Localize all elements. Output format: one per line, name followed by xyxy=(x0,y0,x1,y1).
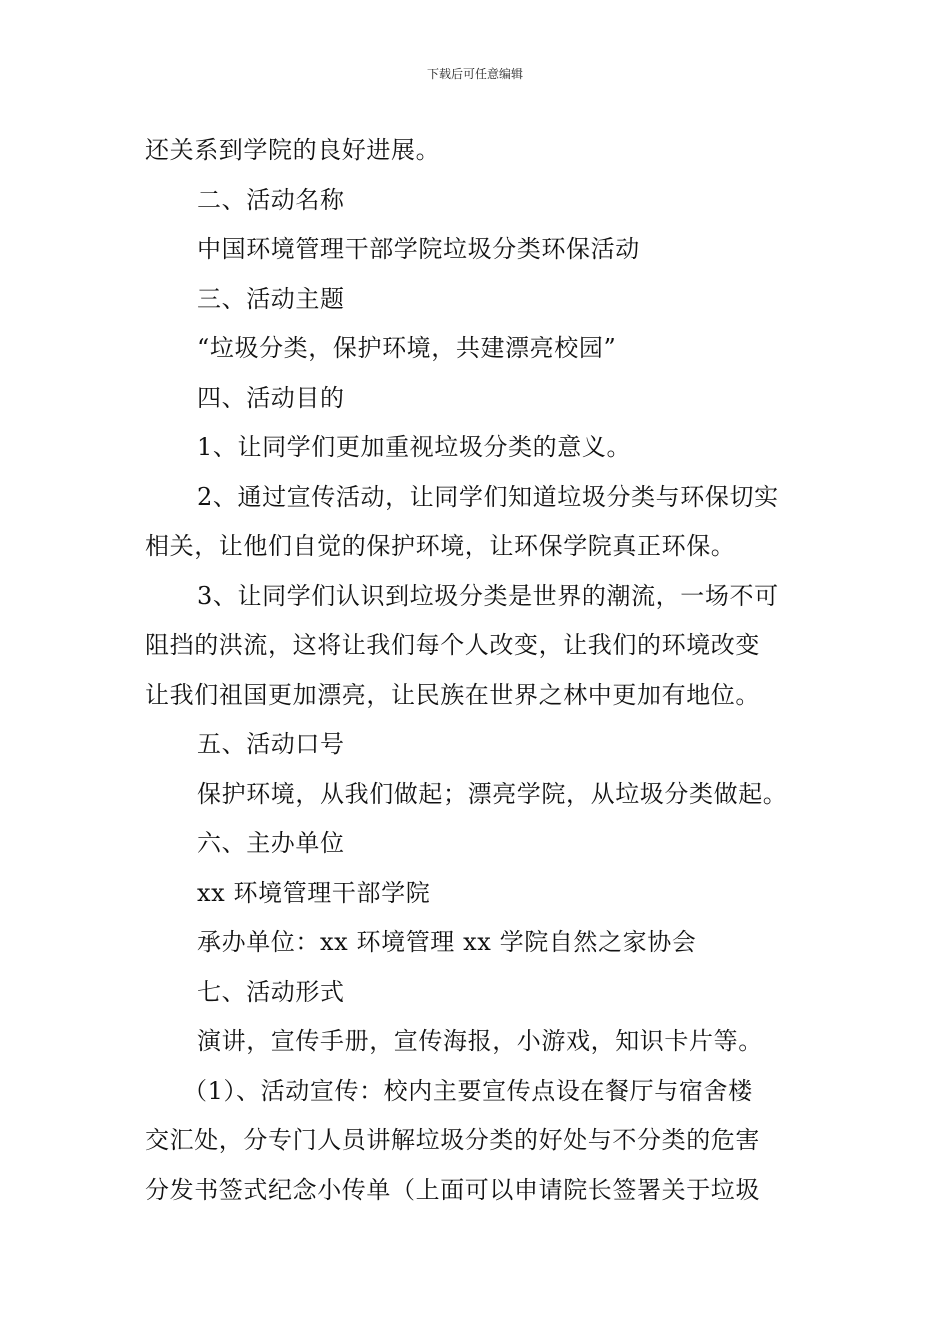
body-line: 演讲，宣传手册，宣传海报，小游戏，知识卡片等。 xyxy=(197,1027,763,1055)
body-line: 让我们祖国更加漂亮，让民族在世界之林中更加有地位。 xyxy=(145,680,760,709)
body-line: 分发书签式纪念小传单（上面可以申请院长签署关于垃圾 xyxy=(145,1175,760,1204)
body-line: 交汇处，分专门人员讲解垃圾分类的好处与不分类的危害 xyxy=(145,1126,760,1154)
section-heading: 三、活动主题 xyxy=(197,284,345,313)
body-line: 保护环境，从我们做起；漂亮学院，从垃圾分类做起。 xyxy=(197,779,788,808)
body-line: 中国环境管理干部学院垃圾分类环保活动 xyxy=(197,235,640,263)
body-line: 还关系到学院的良好进展。 xyxy=(145,136,441,164)
section-heading: 五、活动口号 xyxy=(197,730,345,758)
body-line: 承办单位：xx 环境管理 xx 学院自然之家协会 xyxy=(197,928,697,956)
section-heading: 七、活动形式 xyxy=(197,977,345,1006)
section-heading: 二、活动名称 xyxy=(197,185,345,214)
body-line: “垃圾分类，保护环境，共建漂亮校园” xyxy=(197,334,617,362)
section-heading: 四、活动目的 xyxy=(197,383,345,412)
body-line: 阻挡的洪流，这将让我们每个人改变，让我们的环境改变 xyxy=(145,631,760,659)
body-line: xx 环境管理干部学院 xyxy=(197,878,431,907)
list-item: 3、让同学们认识到垃圾分类是世界的潮流，一场不可 xyxy=(197,581,779,610)
document-body xyxy=(145,126,810,1215)
list-item: 1、让同学们更加重视垃圾分类的意义。 xyxy=(197,433,632,461)
list-item: 2、通过宣传活动，让同学们知道垃圾分类与环保切实 xyxy=(197,482,779,511)
section-heading: 六、主办单位 xyxy=(197,829,345,857)
body-line: 相关，让他们自觉的保护环境，让环保学院真正环保。 xyxy=(145,532,736,560)
list-item: （1）、活动宣传：校内主要宣传点设在餐厅与宿舍楼 xyxy=(183,1076,753,1105)
page-header: 下载后可任意编辑 xyxy=(426,67,523,81)
